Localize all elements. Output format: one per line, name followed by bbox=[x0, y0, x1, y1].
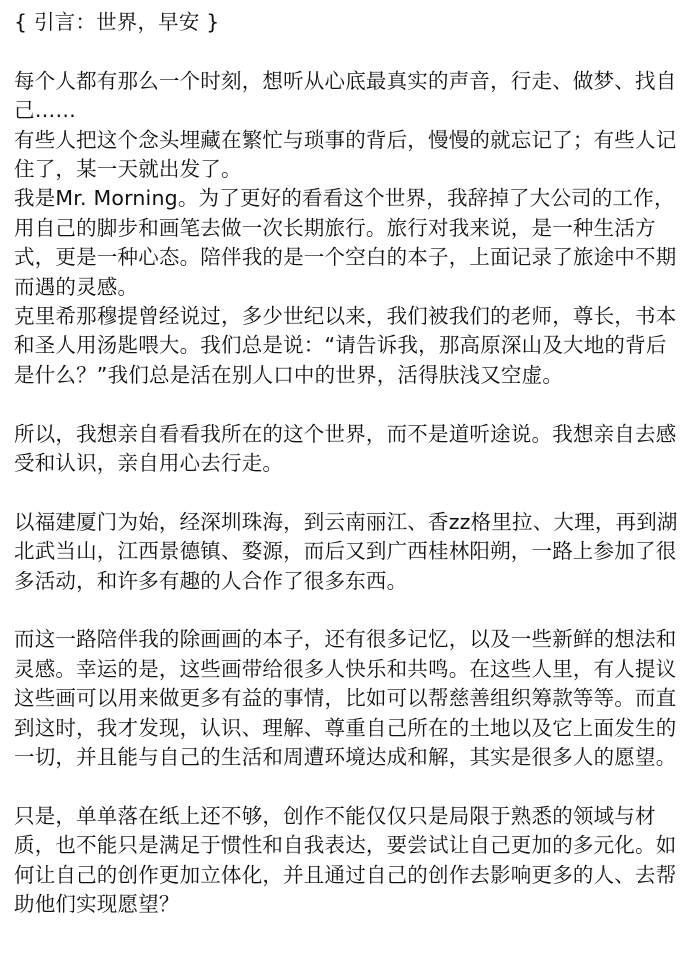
paragraph-route: 以福建厦门为始，经深圳珠海，到云南丽江、香zz格里拉、大理，再到湖北武当山，江西景德镇、婺源，而后又到广西桂林阳朔，一路上参加了很多活动，和许多有趣的人合作了很多东西。 bbox=[14, 509, 678, 593]
paragraph-gap bbox=[14, 478, 686, 507]
paragraph-gap bbox=[14, 390, 686, 419]
paragraph-intro-2: 有些人把这个念头埋藏在繁忙与琐事的背后，慢慢的就忘记了；有些人记住了，某一天就出发了。 bbox=[14, 127, 677, 182]
paragraph-intro-4: 克里希那穆提曾经说过，多少世纪以来，我们被我们的老师，尊长，书本和圣人用汤匙喂大。我们总是说：“请告诉我，那高原深山及大地的背后是什么？”我们总是活在别人口中的世界，活得肤浅又空虚。 bbox=[14, 304, 677, 387]
paragraph-gap bbox=[14, 773, 686, 802]
paragraph-gap bbox=[14, 596, 686, 625]
paragraph-intro-1: 每个人都有那么一个时刻，想听从心底最真实的声音，行走、做梦、找自己…… bbox=[14, 68, 677, 123]
paragraph-companion: 而这一路陪伴我的除画画的本子，还有很多记忆，以及一些新鲜的想法和灵感。幸运的是，这些画带给很多人快乐和共鸣。在这些人里，有人提议这些画可以用来做更多有益的事情，比如可以帮慈善组织筹款等等。而直到这时，我才发现，认识、理解、尊重自己所在的土地以及它上面发生的一切，并且能与自己的生活和周遭环境达成和解，其实是很多人的愿望。 bbox=[14, 627, 677, 770]
document-body bbox=[14, 8, 686, 920]
paragraph-see-world: 所以，我想亲自看看我所在的这个世界，而不是道听途说。我想亲自去感受和认识，亲自用心去行走。 bbox=[14, 421, 677, 476]
section-title: { 引言：世界，早安 } bbox=[14, 10, 220, 34]
paragraph-intro-3: 我是Mr. Morning。为了更好的看看这个世界，我辞掉了大公司的工作，用自己的脚步和画笔去做一次长期旅行。旅行对我来说，是一种生活方式，更是一种心态。陪伴我的是一个空白的本子，上面记录了旅途中不期而遇的灵感。 bbox=[14, 186, 677, 299]
paragraph-closing: 只是，单单落在纸上还不够，创作不能仅仅只是局限于熟悉的领域与材质，也不能只是满足于惯性和自我表达，要尝试让自己更加的多元化。如何让自己的创作更加立体化，并且通过自己的创作去影响更多的人、去帮助他们实现愿望？ bbox=[14, 803, 677, 917]
